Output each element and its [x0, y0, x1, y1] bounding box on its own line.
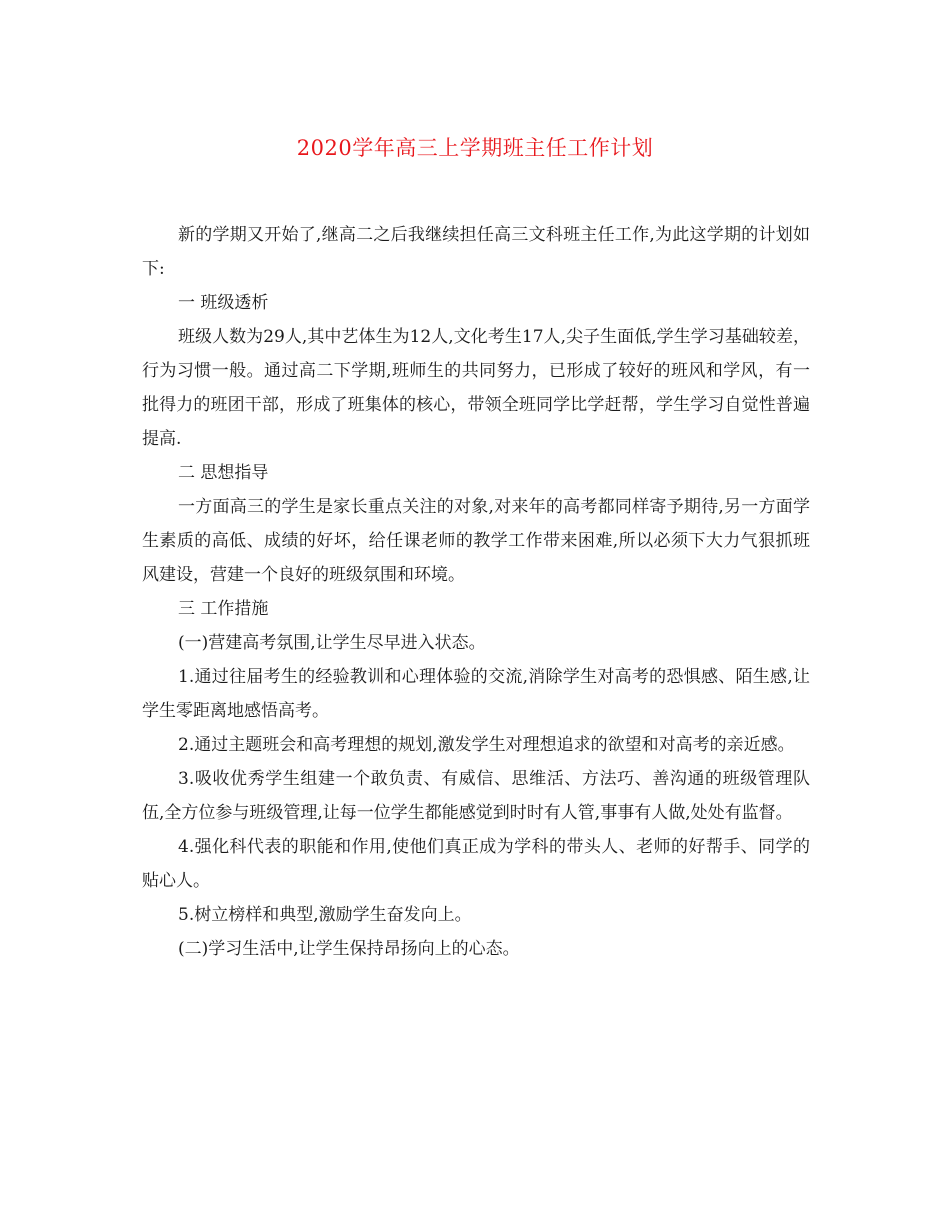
list-item-measure-4: 4.强化科代表的职能和作用,使他们真正成为学科的带头人、老师的好帮手、同学的贴心人。	[142, 837, 810, 891]
paragraph-class-analysis: 班级人数为29人,其中艺体生为12人,文化考生17人,尖子生面低,学生学习基础较差，行为习惯一般。通过高二下学期,班师生的共同努力，已形成了较好的班风和学风，有一批得力的班团干部，形成了班集体的核心，带领全班同学比学赶帮，学生学习自觉性普遍提高.	[142, 327, 810, 449]
list-item-measure-5: 5.树立榜样和典型,激励学生奋发向上。	[178, 905, 472, 925]
subsection-heading-exam-atmosphere: (一)营建高考氛围,让学生尽早进入状态。	[178, 633, 486, 653]
section-heading-guiding-thought: 二 思想指导	[178, 463, 269, 483]
document-title: 2020学年高三上学期班主任工作计划	[296, 136, 654, 160]
list-item-measure-3: 3.吸收优秀学生组建一个敢负责、有威信、思维活、方法巧、善沟通的班级管理队伍,全方位参与班级管理,让每一位学生都能感觉到时时有人管,事事有人做,处处有监督。	[142, 769, 810, 823]
list-item-measure-2: 2.通过主题班会和高考理想的规划,激发学生对理想追求的欲望和对高考的亲近感。	[178, 735, 795, 755]
list-item-measure-1: 1.通过往届考生的经验教训和心理体验的交流,消除学生对高考的恐惧感、陌生感,让学生零距离地感悟高考。	[142, 667, 810, 721]
paragraph-intro: 新的学期又开始了,继高二之后我继续担任高三文科班主任工作,为此这学期的计划如下:	[142, 225, 810, 279]
section-heading-work-measures: 三 工作措施	[178, 599, 269, 619]
section-heading-class-analysis: 一 班级透析	[178, 293, 269, 313]
paragraph-guiding-thought: 一方面高三的学生是家长重点关注的对象,对来年的高考都同样寄予期待,另一方面学生素质的高低、成绩的好坏，给任课老师的教学工作带来困难,所以必须下大力气狠抓班风建设，营建一个良好的班级氛围和环境。	[142, 497, 810, 585]
document-body	[142, 218, 810, 966]
subsection-heading-study-life: (二)学习生活中,让学生保持昂扬向上的心态。	[178, 939, 520, 959]
